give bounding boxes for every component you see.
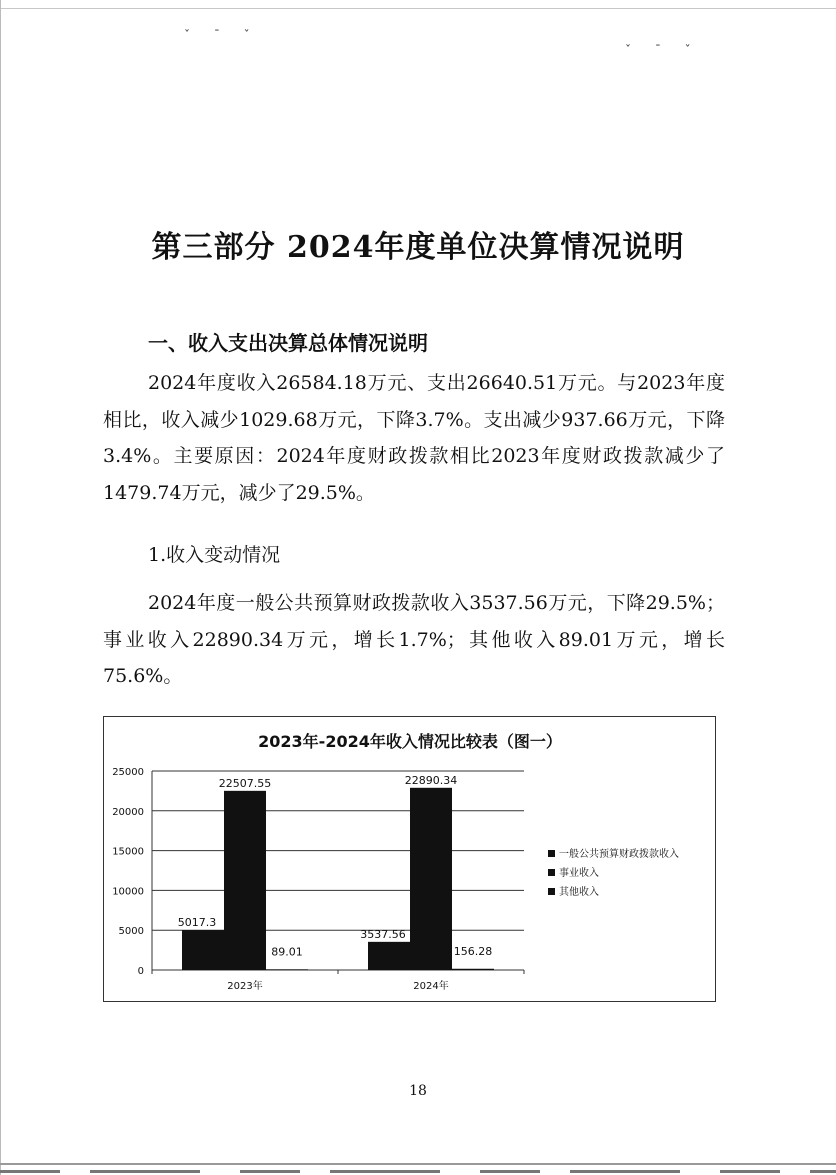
chart-title: 2023年-2024年收入情况比较表（图一） [258, 732, 562, 751]
x-category-label: 2024年 [413, 981, 449, 992]
scan-speckle: ˇ ˉ ˇ [625, 43, 701, 57]
page-title: 第三部分 2024年度单位决算情况说明 [151, 230, 685, 265]
page-number: 18 [409, 1083, 427, 1099]
scan-bottom-edge [0, 1163, 836, 1165]
y-tick-label: 5000 [118, 926, 144, 938]
bar-2 [224, 791, 266, 970]
bar-1 [182, 930, 224, 970]
bar-3 [452, 969, 494, 970]
scan-left-edge [0, 0, 1, 1175]
body-paragraph-income: 2024年度一般公共预算财政拨款收入3537.56万元，下降29.5%；事业收入22890.34万元，增长1.7%；其他收入89.01万元，增长75.6%。 [103, 592, 725, 687]
legend-swatch [548, 869, 555, 876]
y-tick-label: 0 [137, 966, 144, 977]
legend-label: 一般公共预算财政拨款收入 [559, 849, 679, 860]
data-label: 5017.3 [177, 916, 217, 930]
data-label: 22890.34 [404, 773, 458, 787]
y-tick-label: 25000 [112, 767, 144, 778]
y-tick-label: 15000 [112, 846, 144, 858]
data-label: 3537.56 [360, 927, 406, 941]
section-heading: 一、收入支出决算总体情况说明 [148, 331, 428, 355]
bar-1 [368, 942, 410, 970]
subheading-income-change: 1.收入变动情况 [148, 544, 281, 566]
income-comparison-chart [103, 716, 716, 1002]
data-label: 156.28 [453, 944, 493, 958]
legend-label: 其他收入 [559, 887, 599, 898]
data-label: 89.01 [271, 945, 303, 959]
scan-bottom-marks [0, 1170, 836, 1173]
y-tick-label: 20000 [112, 806, 144, 818]
chart-canvas [104, 717, 715, 1001]
legend-label: 事业收入 [559, 868, 599, 879]
scan-top-edge [0, 0, 836, 9]
legend-swatch [548, 888, 555, 895]
legend-swatch [548, 850, 555, 857]
y-tick-label: 10000 [112, 886, 144, 898]
bar-2 [410, 788, 452, 970]
bar-3 [266, 969, 308, 970]
x-category-label: 2023年 [227, 981, 263, 992]
scan-speckle: ˇ ˉ ˇ [184, 28, 260, 42]
body-paragraph-overview: 2024年度收入26584.18万元、支出26640.51万元。与2023年度相比，收入减少1029.68万元，下降3.7%。支出减少937.66万元，下降3.4%。主要原因：2024年度财政拨款相比2023年度财政拨款减少了1479.74万元，减少了29.5%。 [103, 372, 725, 504]
data-label: 22507.55 [218, 776, 272, 790]
